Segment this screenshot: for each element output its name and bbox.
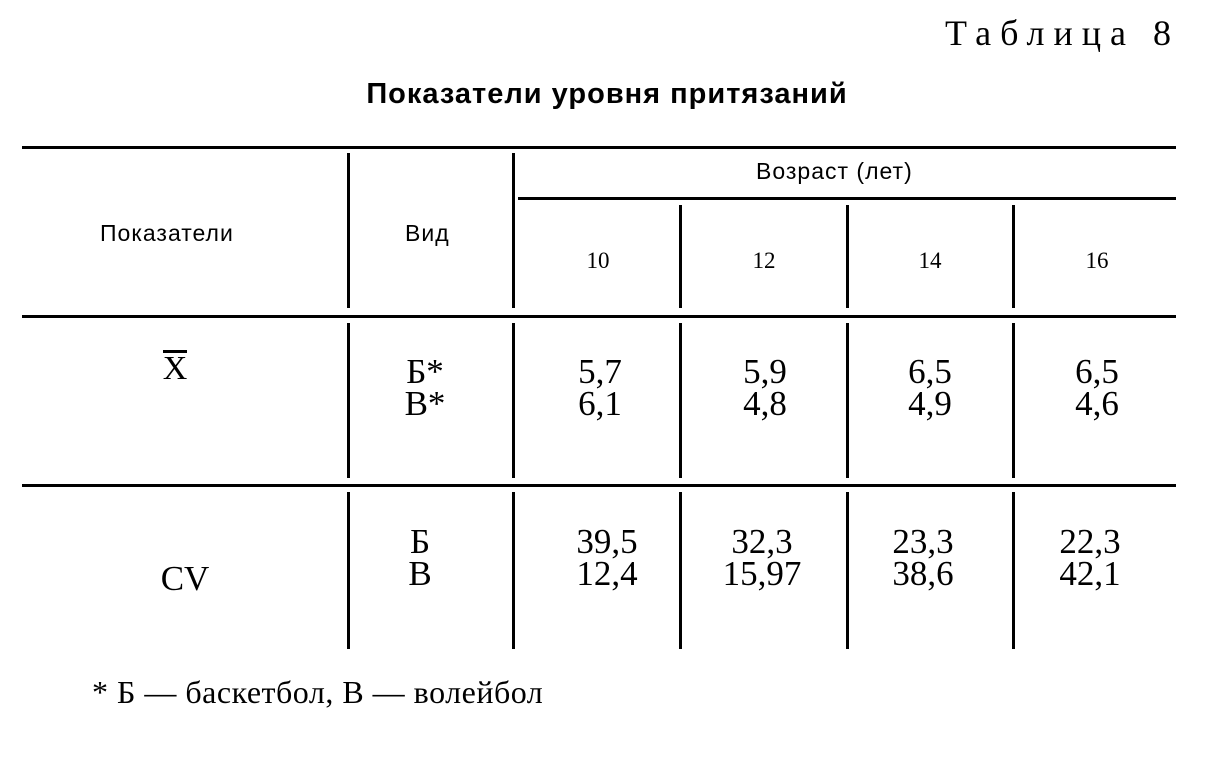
cell-value: 6,5 <box>908 352 952 391</box>
cell-value: 15,97 <box>722 554 802 593</box>
col-rule-age-10-12 <box>679 205 682 308</box>
cell-value: 22,3 <box>1059 522 1121 561</box>
row-types <box>395 352 455 423</box>
top-rule <box>22 146 1176 149</box>
col-rule-type-age <box>512 323 515 478</box>
table-cell <box>890 352 970 423</box>
col-rule-age-12-14 <box>846 323 849 478</box>
col-rule-age-10-12 <box>679 323 682 478</box>
footnote: * Б — баскетбол, В — волейбол <box>92 674 544 710</box>
table-cell <box>560 352 640 423</box>
col-rule-age-12-14 <box>846 492 849 649</box>
cell-value: 23,3 <box>892 522 954 561</box>
type-basketball: Б <box>409 522 431 561</box>
col-rule-age-14-16 <box>1012 205 1015 308</box>
col-rule-type-age <box>512 492 515 649</box>
col-rule-age-12-14 <box>846 205 849 308</box>
header-age-10: 10 <box>586 248 610 273</box>
cell-value: 5,7 <box>578 352 622 391</box>
table-cell <box>557 522 657 593</box>
cell-value: 4,8 <box>743 384 787 423</box>
cell-value: 39,5 <box>576 522 638 561</box>
table-cell <box>1057 352 1137 423</box>
col-rule-indicator-type <box>347 323 350 478</box>
table-cell <box>725 352 805 423</box>
cell-value: 4,6 <box>1075 384 1119 423</box>
type-volleyball: В* <box>404 384 446 423</box>
cell-value: 12,4 <box>576 554 638 593</box>
col-rule-type-age <box>512 153 515 308</box>
row-indicator-cv: CV <box>160 559 210 598</box>
table-cell <box>1040 522 1140 593</box>
cell-value: 42,1 <box>1059 554 1121 593</box>
col-rule-age-14-16 <box>1012 492 1015 649</box>
table-cell <box>873 522 973 593</box>
table-title: Показатели уровня притязаний <box>366 78 848 110</box>
row-separator-rule <box>22 484 1176 487</box>
header-age-14: 14 <box>918 248 942 273</box>
mean-symbol: X <box>162 350 188 387</box>
cell-value: 5,9 <box>743 352 787 391</box>
type-basketball: Б* <box>406 352 444 391</box>
age-group-rule <box>518 197 1176 200</box>
table-cell <box>712 522 812 593</box>
row-types <box>390 522 450 593</box>
header-indicator: Показатели <box>100 220 234 246</box>
col-rule-indicator-type <box>347 492 350 649</box>
header-age-12: 12 <box>752 248 776 273</box>
row-indicator-mean <box>150 350 200 388</box>
col-rule-age-14-16 <box>1012 323 1015 478</box>
col-rule-indicator-type <box>347 153 350 308</box>
cell-value: 38,6 <box>892 554 954 593</box>
table-label: Таблица 8 <box>945 13 1180 53</box>
cell-value: 6,1 <box>578 384 622 423</box>
cell-value: 6,5 <box>1075 352 1119 391</box>
header-type: Вид <box>405 220 450 246</box>
type-volleyball: В <box>408 554 432 593</box>
cell-value: 4,9 <box>908 384 952 423</box>
col-rule-age-10-12 <box>679 492 682 649</box>
header-age-group: Возраст (лет) <box>756 158 913 184</box>
header-bottom-rule <box>22 315 1176 318</box>
cell-value: 32,3 <box>731 522 793 561</box>
header-age-16: 16 <box>1085 248 1109 273</box>
